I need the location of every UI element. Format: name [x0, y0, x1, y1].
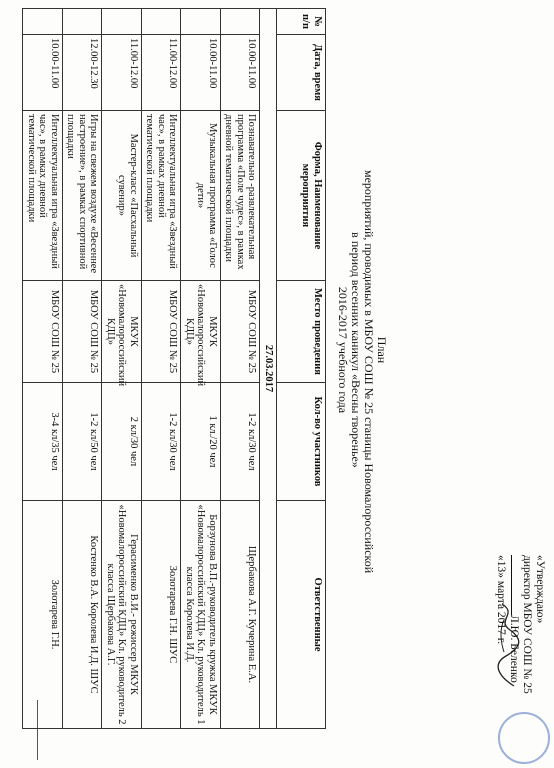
table-row: [63, 9, 103, 729]
approval-heading: «Утверждаю»: [534, 555, 546, 624]
cell-num: [102, 9, 142, 35]
cell-responsible: Золотарева Г.Н. ШУС: [142, 501, 182, 729]
date-cell: 27.03.2017: [260, 9, 277, 729]
cell-form: Игры на свежем воздухе «Весеннее настроение», в рамках спортивной площадки: [63, 111, 103, 281]
table-row: [181, 9, 221, 729]
cell-time: 10.00-11.00: [181, 35, 221, 111]
events-table-wrapper: [23, 8, 327, 728]
cell-place: МБОУ СОШ № 25: [142, 281, 182, 383]
cell-num: [181, 9, 221, 35]
title-plan: План: [375, 336, 389, 364]
cell-count: 1 кл./20 чел: [181, 383, 221, 501]
approval-signatory: Л.Ю. Беленко: [507, 555, 520, 755]
cell-responsible: Золотарева Г.Н.: [23, 501, 63, 729]
cell-time: 11.00-12.00: [142, 35, 182, 111]
cell-time: 11.00-12.00: [102, 35, 142, 111]
header-place: Место проведения: [277, 281, 326, 383]
table-row: [142, 9, 182, 729]
cell-num: [63, 9, 103, 35]
cell-count: 2 кл/30 чел: [102, 383, 142, 501]
date-row: [260, 9, 277, 729]
cell-num: [23, 9, 63, 35]
cell-place: МБОУ СОШ № 25: [221, 281, 261, 383]
cell-responsible: Герасименко В.И.- режиссер МКУК «Новомалороссийский КДЦ» Кл. руководитель 2 класса Щербакова А.Г.: [102, 501, 142, 729]
cell-place: МБОУ СОШ № 25: [63, 281, 103, 383]
cell-place: МКУК «Новомалороссийский КДЦ»: [102, 281, 142, 383]
table-row: [102, 9, 142, 729]
cell-count: 3-4 кл/35 чел: [23, 383, 63, 501]
cell-count: 1-2 кл/30 чел: [142, 383, 182, 501]
cell-responsible: Щербакова А.Г. Кучерина Е.А.: [221, 501, 261, 729]
cell-num: [142, 9, 182, 35]
title-subject: мероприятий, проводимых в МБОУ СОШ № 25 станицы Новомалороссийской: [362, 170, 376, 574]
approval-position: директор МБОУ СОШ № 25: [521, 555, 533, 694]
table-row: [221, 9, 261, 729]
cell-count: 1-2 кл/50 чел: [63, 383, 103, 501]
cell-form: Интеллектуальная игра «Звездный час», в рамках дневной тематической площадки: [142, 111, 182, 281]
document-title: [336, 170, 389, 574]
cell-time: 10.00-11.00: [23, 35, 63, 111]
cell-responsible: Борзунова В.П.-руководитель кружка МКУК «Новомалороссийский КДЦ» Кл. руководитель 1 класса Королева И.Д.: [181, 501, 221, 729]
cell-form: Интеллектуальная игра «Звездный час», в рамках дневной тематической площадки: [23, 111, 63, 281]
header-responsible: Ответственные: [277, 501, 326, 729]
cell-form: Музыкальная программа «Голос дети»: [181, 111, 221, 281]
cell-form: Мастер-класс «Пасхальный сувенир»: [102, 111, 142, 281]
approval-block: [494, 555, 546, 755]
header-count: Кол-во участников: [277, 383, 326, 501]
cell-time: 10.00-11.00: [221, 35, 261, 111]
events-table: [23, 8, 327, 729]
cell-responsible: Костенко В.А. Королева И.Д. ШУС: [63, 501, 103, 729]
table-row: [23, 9, 63, 729]
header-form: Форма, Наименование мероприятия: [277, 111, 326, 281]
title-period: в период весенних каникул «Весны творенье»: [349, 232, 363, 468]
cell-time: 12.00-12.30: [63, 35, 103, 111]
cell-num: [221, 9, 261, 35]
header-num: № п/п: [277, 9, 326, 35]
cell-count: 1-2 кл/30 чел: [221, 383, 261, 501]
table-header-row: [277, 9, 326, 729]
title-year: 2016-2017 учебного года: [336, 286, 350, 414]
cell-place: МБОУ СОШ № 25: [23, 281, 63, 383]
approval-date: «13» марта 2017 г.: [495, 555, 507, 645]
header-datetime: Дата, время: [277, 35, 326, 111]
cell-form: Познавательно -развлекательная программа «Поле чудес», в рамках дневной тематической площадки: [221, 111, 261, 281]
cell-place: МКУК «Новомалороссийский КДЦ»: [181, 281, 221, 383]
